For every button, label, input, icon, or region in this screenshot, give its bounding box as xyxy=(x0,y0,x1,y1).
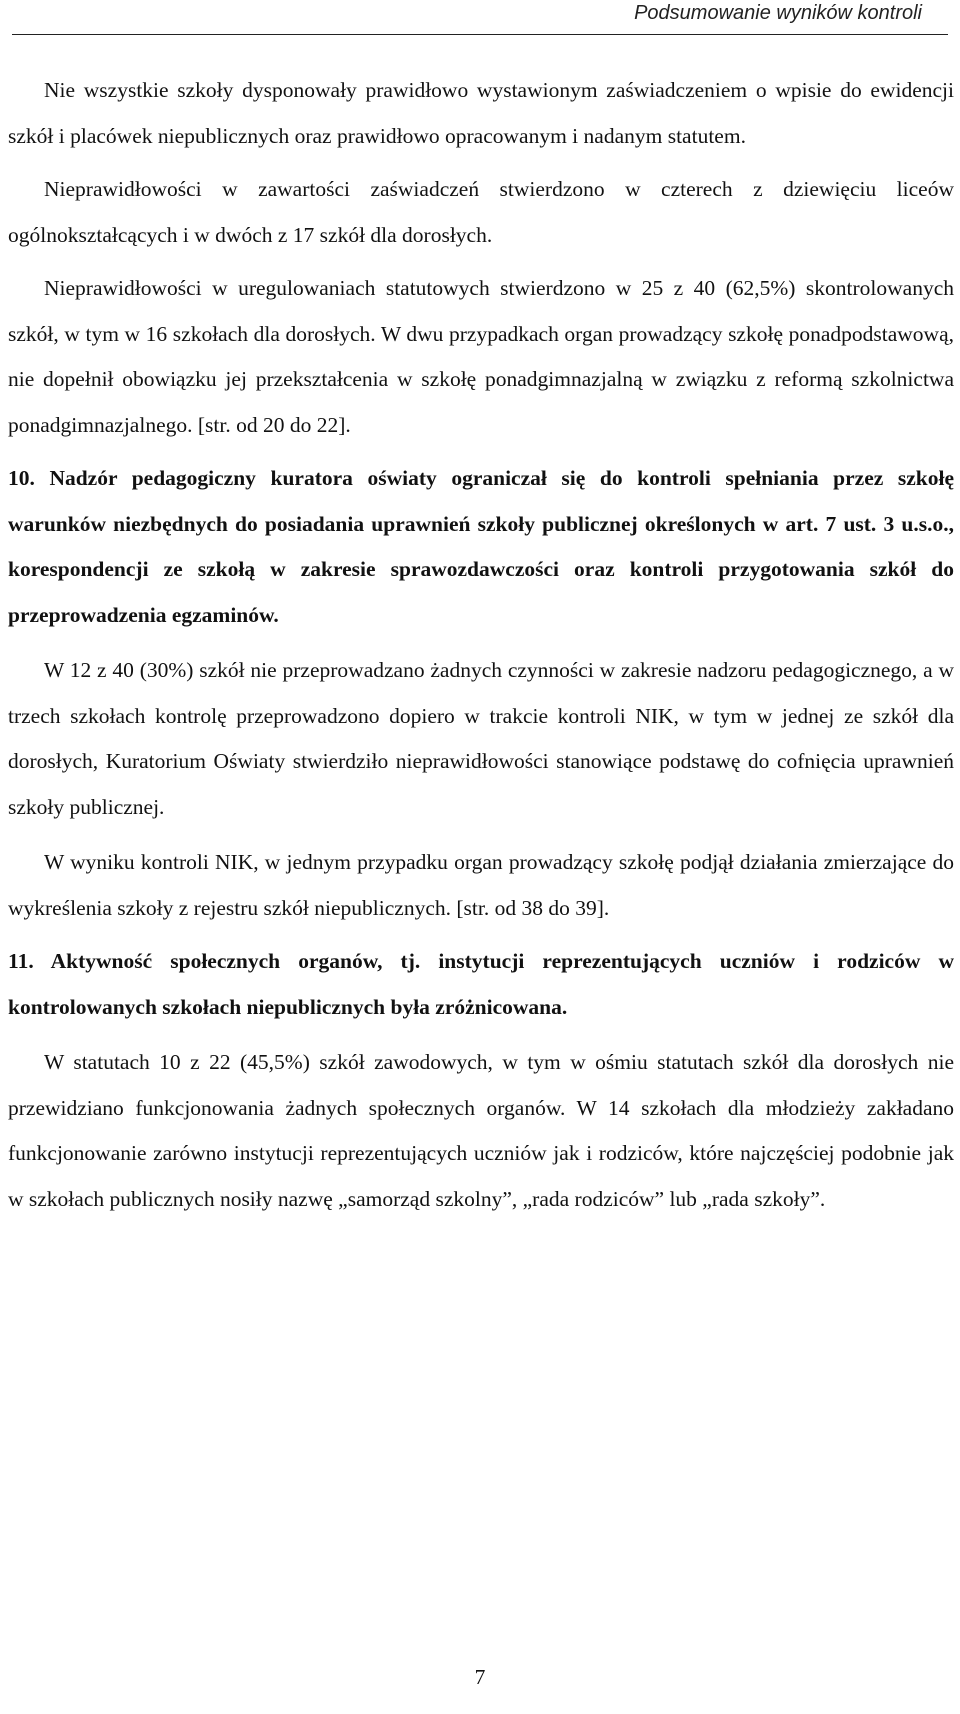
paragraph-nik-result: W wyniku kontroli NIK, w jednym przypadku organ prowadzący szkołę podjął działania zmierzające do wykreślenia szkoły z rejestru szkół niepublicznych. [str. od 38 do 39]. xyxy=(8,850,954,920)
page-number: 7 xyxy=(474,1665,486,1689)
paragraph-certificates: Nie wszystkie szkoły dysponowały prawidłowo wystawionym zaświadczeniem o wpisie do ewidencji szkół i placówek niepublicznych oraz prawidłowo opracowanym i nadanym statutem. xyxy=(8,78,954,148)
paragraph-certificate-irregularities: Nieprawidłowości w zawartości zaświadczeń stwierdzono w czterech z dziewięciu liceów ogólnokształcących i w dwóch z 17 szkół dla dorosłych. xyxy=(8,177,954,247)
header-rule xyxy=(12,34,948,35)
paragraph-supervision: W 12 z 40 (30%) szkół nie przeprowadzano żadnych czynności w zakresie nadzoru pedagogicznego, a w trzech szkołach kontrolę przeprowadzono dopiero w trakcie kontroli NIK, w tym w jednej ze szkół dla dorosłych, Kuratorium Oświaty stwierdziło nieprawidłowości stanowiące podstawę do cofnięcia uprawnień szkoły publicznej. xyxy=(8,658,954,819)
page-body xyxy=(8,68,954,1222)
finding-11-heading: 11. Aktywność społecznych organów, tj. instytucji reprezentujących uczniów i rodziców w kontrolowanych szkołach niepublicznych była zróżnicowana. xyxy=(8,949,954,1019)
finding-10-heading: 10. Nadzór pedagogiczny kuratora oświaty ograniczał się do kontroli spełniania przez szkołę warunków niezbędnych do posiadania uprawnień szkoły publicznej określonych w art. 7 ust. 3 u.s.o., korespondencji ze szkołą w zakresie sprawozdawczości oraz kontroli przygotowania szkół do przeprowadzenia egzaminów. xyxy=(8,466,954,627)
paragraph-statute-irregularities: Nieprawidłowości w uregulowaniach statutowych stwierdzono w 25 z 40 (62,5%) skontrolowanych szkół, w tym w 16 szkołach dla dorosłych. W dwu przypadkach organ prowadzący szkołę ponadpodstawową, nie dopełnił obowiązku jej przekształcenia w szkołę ponadgimnazjalną w związku z reformą szkolnictwa ponadgimnazjalnego. [str. od 20 do 22]. xyxy=(8,276,954,437)
running-header: Podsumowanie wyników kontroli xyxy=(634,2,922,24)
paragraph-social-bodies: W statutach 10 z 22 (45,5%) szkół zawodowych, w tym w ośmiu statutach szkół dla dorosłych nie przewidziano funkcjonowania żadnych społecznych organów. W 14 szkołach dla młodzieży zakładano funkcjonowanie zarówno instytucji reprezentujących uczniów jak i rodziców, które najczęściej podobnie jak w szkołach publicznych nosiły nazwę „samorząd szkolny”, „rada rodziców” lub „rada szkoły”. xyxy=(8,1050,954,1211)
